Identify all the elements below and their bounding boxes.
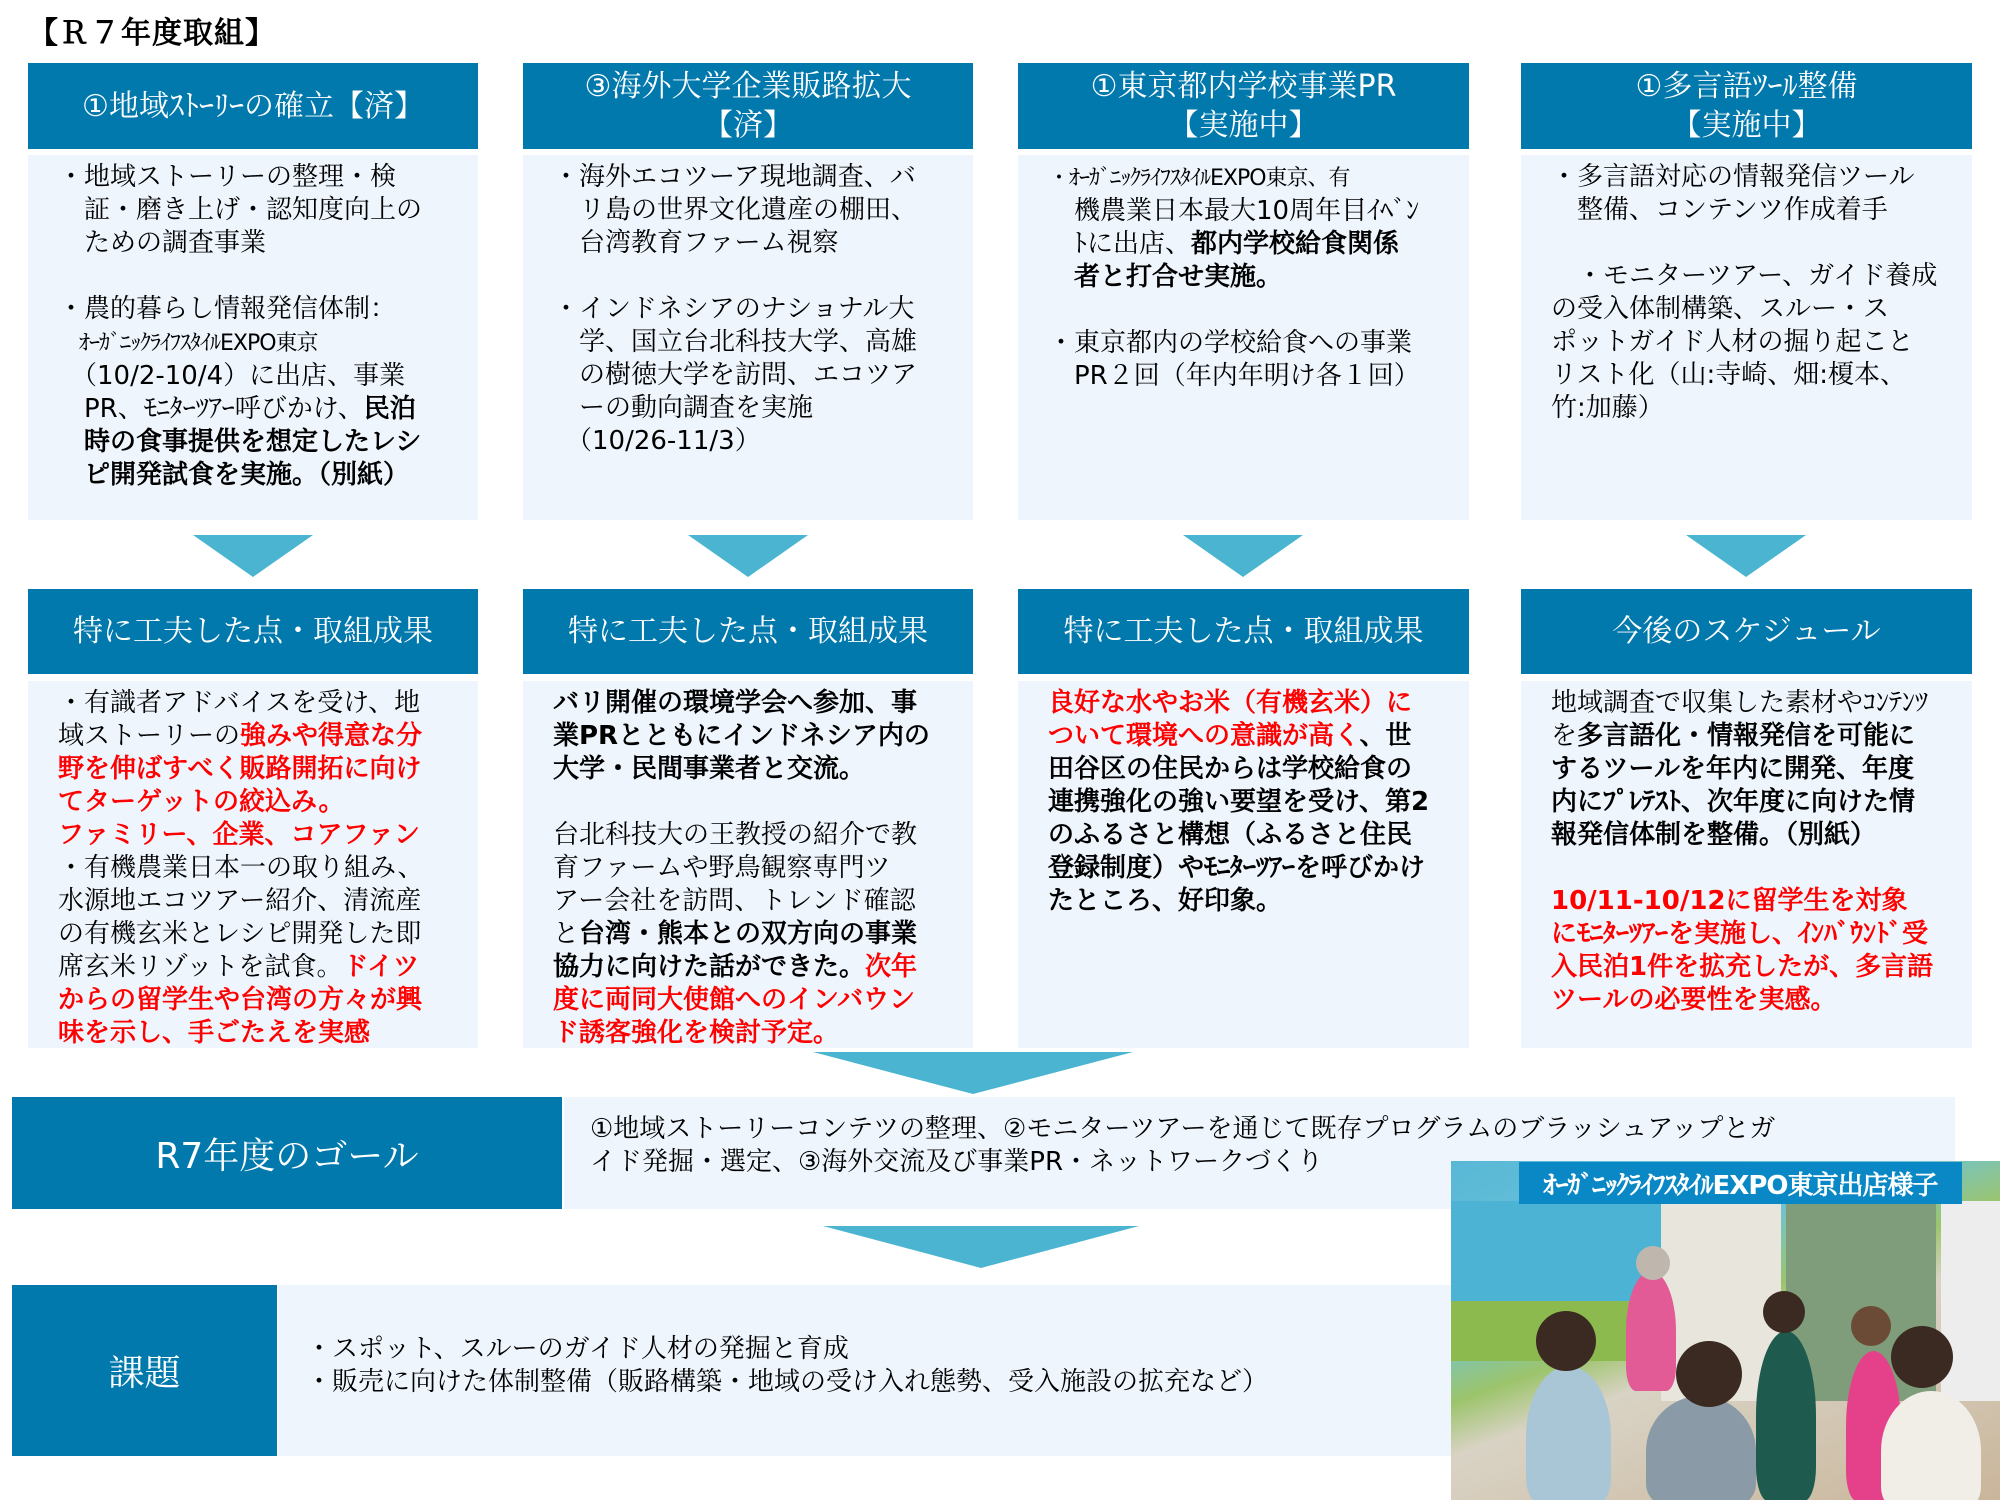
highlight-text: 10/11-10/12に留学生を対象 [1551,886,1908,916]
highlight-text: ついて環境への意識が高く [1048,721,1360,751]
highlight-text: 入民泊1件を拡充したが、多言語 [1551,952,1934,982]
column-2-header-line-1: ③海外大学企業販路拡大 [584,69,912,104]
body-text: 育ファームや野鳥観察専門ツ [553,853,891,883]
body-line [58,194,460,227]
photo-person [1526,1366,1611,1500]
bold-text: 田谷区の住民からは学校給食の [1048,754,1413,784]
body-line [553,918,955,951]
highlight-text: 良好な水やお米（有機玄米）に [1048,688,1413,718]
body-line [1048,327,1451,360]
paragraph-gap [58,260,460,293]
highlight-text: ツールの必要性を実感。 [1551,985,1837,1015]
body-line [1048,720,1451,753]
body-text: 竹:加藤） [1551,393,1664,423]
body-text: アー会社を訪問、トレンド確認 [553,886,916,916]
bold-text: 都内学校給食関係 [1191,229,1400,259]
body-line [553,194,955,227]
column-3-result-body [1018,681,1469,1048]
body-line [1551,786,1954,819]
body-line [1551,687,1954,720]
body-line [1048,195,1451,228]
bold-text: 民泊 [363,394,416,424]
column-1-result-body [28,681,478,1048]
column-3-header-line-1: ①東京都内学校事業PR [1090,69,1397,104]
body-line [1551,161,1954,194]
bold-text: バリ開催の環境学会へ参加、事 [553,688,918,718]
body-text: PR２回（年内年明け各１回） [1048,361,1420,391]
body-text: リスト化（山:寺崎、畑:榎本、 [1551,360,1906,390]
photo-person [1756,1331,1816,1500]
body-line [58,885,460,918]
body-line [1551,720,1954,753]
bold-text: 大学・民間事業者と交流。 [553,754,866,784]
body-line [1551,326,1954,359]
body-line [1551,260,1954,293]
down-arrow-icon [813,1052,1133,1094]
body-text: ための調査事業 [58,228,267,258]
body-line [1048,360,1451,393]
body-line [1048,228,1451,261]
body-text: ーの動向調査を実施 [553,393,814,423]
body-line [58,720,460,753]
body-text: ・農的暮らし情報発信体制： [58,294,397,324]
column-2-header [523,63,973,149]
body-line [1551,951,1954,984]
body-text: 水源地エコツアー紹介、清流産 [58,886,422,916]
down-arrow-icon [823,1226,1139,1268]
bold-text: ピ開発試食を実施。（別紙） [58,460,410,490]
body-line [1048,161,1451,195]
body-line [58,786,460,819]
paragraph-gap [1048,294,1451,327]
body-text: 機農業日本最大10周年目ｲﾍﾞﾝ [1048,196,1420,226]
body-text: と [553,919,580,949]
body-line [1048,885,1451,918]
body-line [553,984,955,1017]
expo-booth-photo [1451,1161,2000,1500]
goal-line-1: ①地域ストーリーコンテツの整理、②モニターツアーを通じて既存プログラムのブラッシュアップとガ [590,1114,1776,1144]
body-text: PR、ﾓﾆﾀｰﾂｱｰ呼びかけ、 [58,394,364,424]
body-text: リ島の世界文化遺産の棚田、 [553,195,918,225]
highlight-text: 味を示し、手ごたえを実感 [58,1018,371,1048]
bold-text: 業PRとともにインドネシア内の [553,721,930,751]
column-1-result-header: 特に工夫した点・取組成果 [28,589,478,674]
body-line [553,720,955,753]
body-line [58,852,460,885]
body-line [553,885,955,918]
body-line [553,227,955,260]
body-line [58,1017,460,1048]
body-line [58,687,460,720]
photo-person [1626,1271,1676,1391]
highlight-text: 次年 [865,952,918,982]
body-text: ・インドネシアのナショナル大 [553,294,915,324]
down-arrow-icon [193,535,313,577]
body-line [1551,885,1954,918]
body-text: を [1551,721,1578,751]
down-arrow-icon [1686,535,1806,577]
body-line [58,393,460,426]
body-text: 席玄米リゾットを試食。 [58,952,343,982]
paragraph-gap [553,786,955,819]
highlight-text: ファミリー、企業、コアファン [58,820,420,850]
body-line [1048,819,1451,852]
body-text: ・有識者アドバイスを受け、地 [58,688,421,718]
body-line [1551,918,1954,951]
body-line [1551,819,1954,852]
photo-person-head [1851,1306,1891,1346]
body-line [553,951,955,984]
column-3-result-header: 特に工夫した点・取組成果 [1018,589,1469,674]
photo-caption: ｵｰｶﾞﾆｯｸﾗｲﾌｽﾀｲﾙEXPO東京出店様子 [1519,1162,1962,1204]
highlight-text: にﾓﾆﾀｰﾂｱｰを実施し、ｲﾝﾊﾞｳﾝﾄﾞ受 [1551,919,1929,949]
body-line [58,426,460,459]
body-text: ・海外エコツーア現地調査、バ [553,162,916,192]
body-line [58,293,460,326]
body-text: 学、国立台北科技大学、高雄 [553,327,918,357]
body-line [1048,786,1451,819]
column-3-body [1018,155,1469,520]
body-text: ・東京都内の学校給食への事業 [1048,328,1413,358]
highlight-text: ド誘客強化を検討予定。 [553,1018,840,1048]
paragraph-gap [553,260,955,293]
body-text: ・有機農業日本一の取り組み、 [58,853,424,883]
issue-item: ・販売に向けた体制整備（販路構築・地域の受け入れ態勢、受入施設の拡充など） [306,1367,1269,1397]
body-text: ・モニターツアー、ガイド養成 [1551,261,1938,291]
bold-text: するツールを年内に開発、年度 [1551,754,1914,784]
column-2-result-body [523,681,973,1048]
body-line [553,161,955,194]
bold-text: 登録制度）やﾓﾆﾀｰﾂｱｰを呼びかけ [1048,853,1426,883]
bold-text: 、世 [1359,721,1412,751]
bold-text: のふるさと構想（ふるさと住民 [1048,820,1413,850]
bold-text: 者と打合せ実施。 [1048,262,1283,292]
body-line [1048,687,1451,720]
down-arrow-icon [1183,535,1303,577]
photo-person [1881,1391,1981,1500]
column-3-header-line-2: 【実施中】 [1168,108,1319,143]
column-4-schedule-header: 今後のスケジュール [1521,589,1972,674]
highlight-text: ドイツ [342,952,420,982]
body-line [58,918,460,951]
column-2-header-line-2: 【済】 [703,108,793,143]
column-2-body [523,155,973,520]
body-text: ﾄに出店、 [1048,229,1192,259]
body-line [58,753,460,786]
down-arrow-icon [688,535,808,577]
column-4-schedule-body [1521,681,1972,1048]
photo-display-panel [1941,1201,2000,1401]
body-line [1551,359,1954,392]
body-text: ・ｵｰｶﾞﾆｯｸﾗｲﾌｽﾀｲﾙEXPO東京、有 [1048,166,1350,191]
body-line [553,753,955,786]
body-line [1551,194,1954,227]
highlight-text: 強みや得意な分 [240,721,423,751]
column-4-header-line-2: 【実施中】 [1671,108,1822,143]
body-text: ポットガイド人材の掘り起こと [1551,327,1914,357]
body-line [58,326,460,360]
body-line [553,326,955,359]
column-4-body [1521,155,1972,520]
body-text: の有機玄米とレシピ開発した即 [58,919,422,949]
body-line [553,1017,955,1048]
bold-text: 多言語化・情報発信を可能に [1577,721,1916,751]
photo-person [1646,1396,1756,1500]
bold-text: 報発信体制を整備。（別紙） [1551,820,1877,850]
photo-person-head [1676,1341,1742,1407]
goal-label: R7年度のゴール [12,1097,562,1209]
goal-line-2: イド発掘・選定、③海外交流及び事業PR・ネットワークづくり [590,1147,1324,1177]
body-text: ｵｰｶﾞﾆｯｸﾗｲﾌｽﾀｲﾙEXPO東京 [58,331,318,356]
body-line [58,227,460,260]
body-line [553,687,955,720]
highlight-text: からの留学生や台湾の方々が興 [58,985,423,1015]
column-2-result-header: 特に工夫した点・取組成果 [523,589,973,674]
issues-body [278,1285,1451,1456]
body-line [553,852,955,885]
body-text: の受入体制構築、スルー・ス [1551,294,1890,324]
bold-text: 協力に向けた話ができた。 [553,952,866,982]
body-line [58,984,460,1017]
column-1-header [28,63,478,149]
paragraph-gap [1551,227,1954,260]
photo-person-head [1536,1311,1596,1371]
body-line [553,293,955,326]
column-4-header [1521,63,1972,149]
body-text: 域ストーリーの [58,721,241,751]
bold-text: 連携強化の強い要望を受け、第2 [1048,787,1430,817]
body-text: ・地域ストーリーの整理・検 [58,162,397,192]
column-4-header-line-1: ①多言語ﾂｰﾙ整備 [1635,69,1858,104]
issues-label: 課題 [12,1285,277,1456]
body-line [58,819,460,852]
body-line [1048,261,1451,294]
column-1-body [28,155,478,520]
body-line [553,392,955,425]
body-line [553,425,955,458]
body-text: の樹徳大学を訪問、エコツア [553,360,918,390]
photo-person-head [1763,1291,1805,1333]
body-line [1048,852,1451,885]
body-line [58,161,460,194]
bold-text: 時の食事提供を想定したレシ [58,427,422,457]
body-line [1048,753,1451,786]
body-line [58,951,460,984]
body-line [553,359,955,392]
bold-text: たところ、好印象。 [1048,886,1283,916]
page-title: 【Ｒ７年度取組】 [28,16,276,51]
body-text: 台湾教育ファーム視察 [553,228,839,258]
photo-person-head [1891,1326,1953,1388]
highlight-text: 度に両同大使館へのインバウン [553,985,916,1015]
issue-item: ・スポット、スルーのガイド人材の発掘と育成 [306,1334,849,1364]
body-text: 地域調査で収集した素材やｺﾝﾃﾝﾂ [1551,688,1929,718]
body-line [1551,392,1954,425]
body-text: 台北科技大の王教授の紹介で教 [553,820,918,850]
body-text: （10/26-11/3） [553,426,761,456]
body-line [58,360,460,393]
bold-text: 台湾・熊本との双方向の事業 [579,919,918,949]
body-line [1551,293,1954,326]
body-line [58,459,460,492]
body-line [1551,753,1954,786]
photo-person-head [1636,1246,1670,1280]
column-3-header [1018,63,1469,149]
body-text: （10/2-10/4）に出店、事業 [58,361,406,391]
highlight-text: 野を伸ばすべく販路開拓に向け [58,754,422,784]
body-line [1551,984,1954,1017]
body-text: 整備、コンテンツ作成着手 [1551,195,1888,225]
bold-text: 内にﾌﾟﾚﾃｽﾄ、次年度に向けた情 [1551,787,1916,817]
highlight-text: てターゲットの絞込み。 [58,787,345,817]
paragraph-gap [1551,852,1954,885]
body-text: ・多言語対応の情報発信ツール [1551,162,1915,192]
body-line [553,819,955,852]
body-text: 証・磨き上げ・認知度向上の [58,195,423,225]
column-1-header-line: ①地域ｽﾄｰﾘｰの確立【済】 [82,88,424,124]
